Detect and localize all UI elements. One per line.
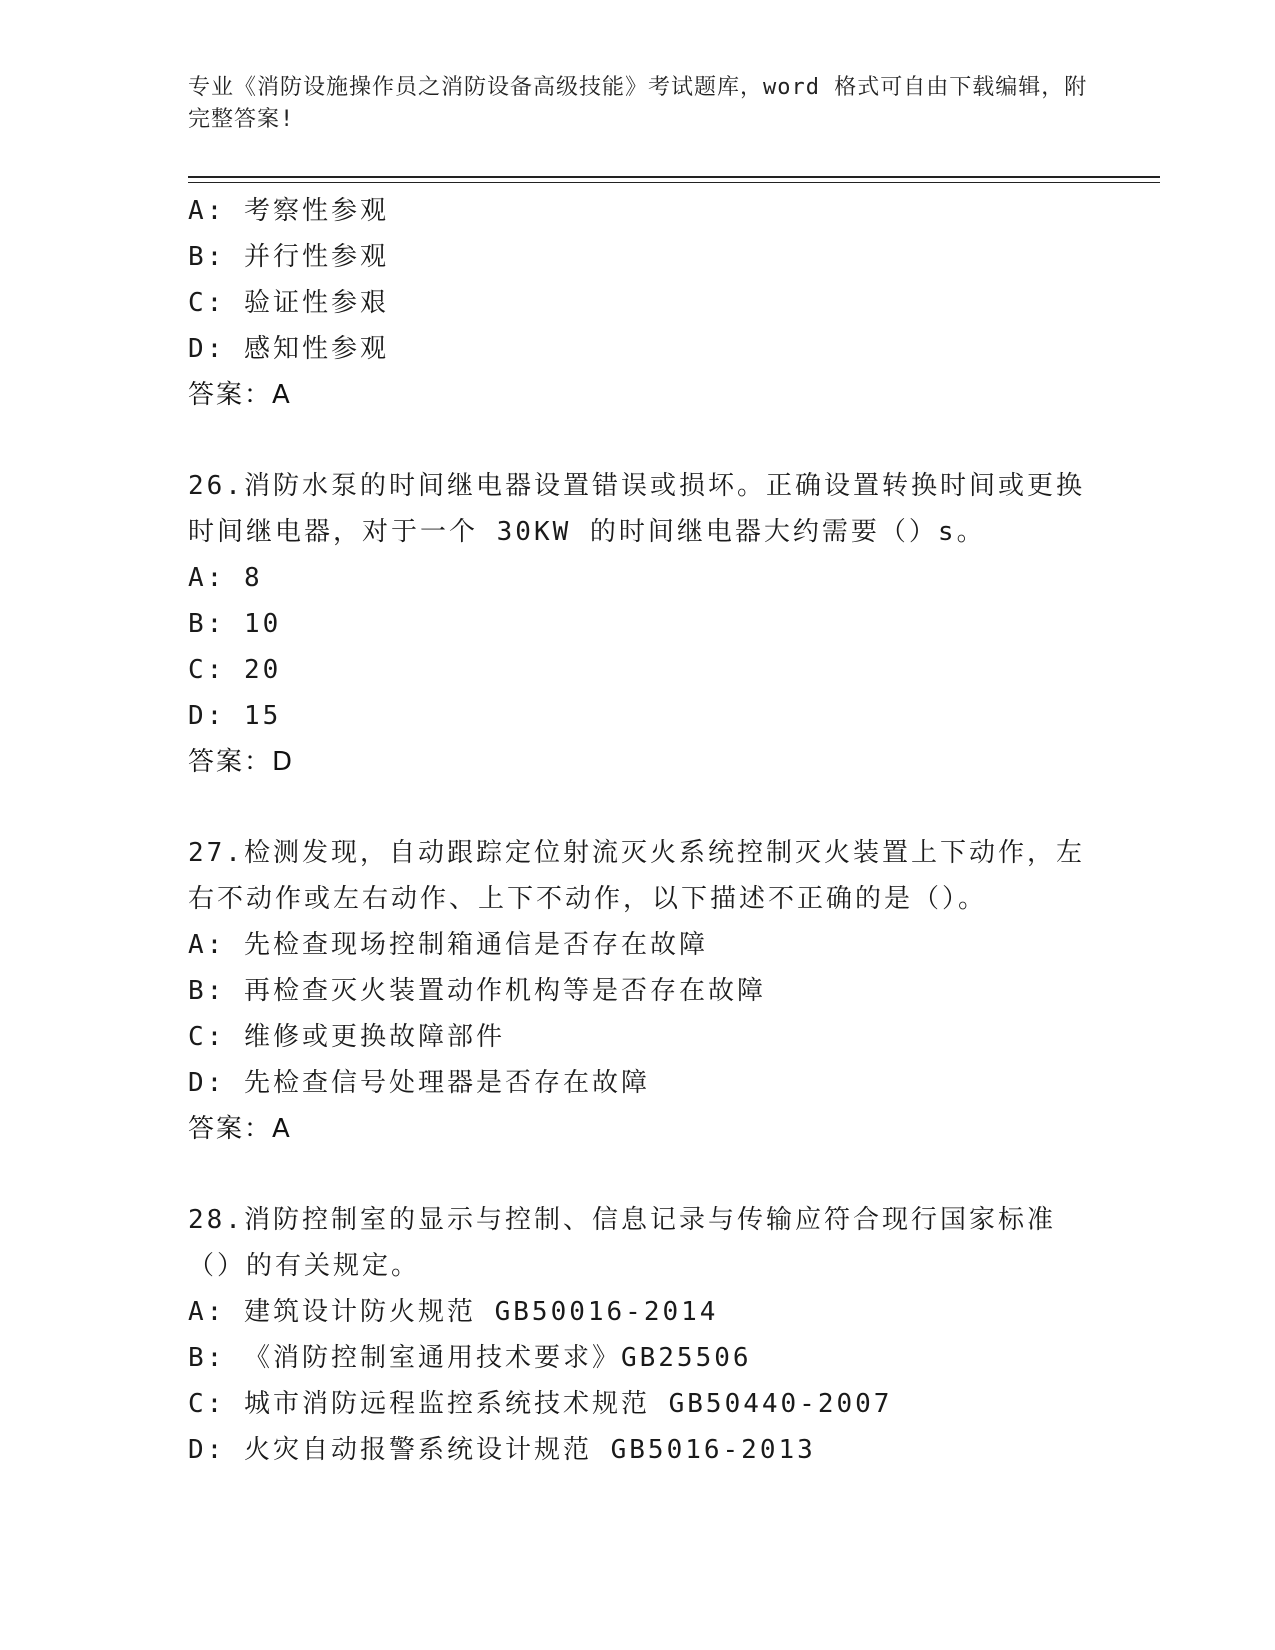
question-26 [188, 463, 1088, 785]
question-25 [188, 188, 1088, 418]
option-d: D: 感知性参观 [188, 334, 389, 364]
option-a: A: 考察性参观 [188, 196, 389, 226]
header-rule-thick [188, 176, 1160, 178]
option-b: B: 再检查灭火装置动作机构等是否存在故障 [188, 976, 766, 1006]
answer-line: 答案：A [188, 1114, 292, 1144]
question-stem: 28.消防控制室的显示与控制、信息记录与传输应符合现行国家标准（）的有关规定。 [188, 1205, 1056, 1281]
option-b: B: 10 [188, 609, 282, 639]
document-header: 专业《消防设施操作员之消防设备高级技能》考试题库，word 格式可自由下载编辑，附完整答案! [188, 75, 1088, 132]
answer-line: 答案：A [188, 380, 292, 410]
option-b: B: 《消防控制室通用技术要求》GB25506 [188, 1343, 752, 1373]
option-a: A: 先检查现场控制箱通信是否存在故障 [188, 930, 708, 960]
header-rule-thin [188, 182, 1160, 183]
option-a: A: 8 [188, 563, 263, 593]
option-c: C: 维修或更换故障部件 [188, 1022, 505, 1052]
option-a: A: 建筑设计防火规范 GB50016-2014 [188, 1297, 719, 1327]
question-stem: 26.消防水泵的时间继电器设置错误或损坏。正确设置转换时间或更换时间继电器，对于一个 30KW 的时间继电器大约需要（）s。 [188, 471, 1085, 547]
spacer [188, 418, 1088, 463]
question-stem: 27.检测发现，自动跟踪定位射流灭火系统控制灭火装置上下动作，左右不动作或左右动作、上下不动作，以下描述不正确的是（）。 [188, 838, 1085, 914]
answer-line: 答案：D [188, 747, 295, 777]
option-c: C: 20 [188, 655, 282, 685]
spacer [188, 1152, 1088, 1197]
option-d: D: 15 [188, 701, 282, 731]
question-list [188, 188, 1088, 1473]
option-d: D: 先检查信号处理器是否存在故障 [188, 1068, 650, 1098]
question-28 [188, 1197, 1088, 1473]
option-b: B: 并行性参观 [188, 242, 389, 272]
option-c: C: 城市消防远程监控系统技术规范 GB50440-2007 [188, 1389, 893, 1419]
spacer [188, 785, 1088, 830]
option-d: D: 火灾自动报警系统设计规范 GB5016-2013 [188, 1435, 816, 1465]
question-27 [188, 830, 1088, 1152]
option-c: C: 验证性参艰 [188, 288, 389, 318]
